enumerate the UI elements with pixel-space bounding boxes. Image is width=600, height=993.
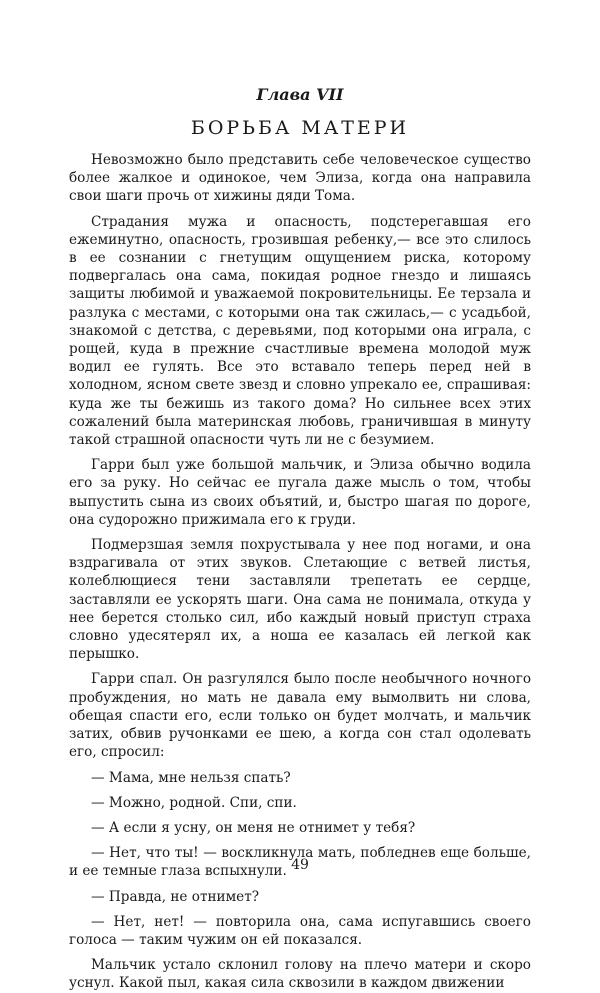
chapter-label: Глава VII — [256, 85, 344, 104]
book-page — [69, 0, 531, 992]
paragraph: Мальчик устало склонил голову на плечо матери и скоро уснул. Какой пыл, какая сила сквозили в каждом движении — [69, 957, 531, 992]
dialogue-line: — Правда, не отнимет? — [91, 888, 260, 905]
dialogue-line: — Мама, мне нельзя спать? — [91, 769, 291, 786]
paragraph: Гарри был уже большой мальчик, и Элиза обычно водила его за руку. Но сейчас ее пугала даже мысль о том, чтобы выпустить сына из своих объятий, и, быстро шагая по дороге, она судорожно прижимала его к груди. — [69, 457, 531, 528]
chapter-title: БОРЬБА МАТЕРИ — [190, 117, 410, 139]
dialogue-line: — Нет, нет! — повторила она, сама испугавшись своего голоса — таким чужим он ей показался. — [69, 913, 531, 948]
paragraph: Невозможно было представить себе человеческое существо более жалкое и одинокое, чем Элиза, когда она направила свои шаги прочь от хижины дяди Тома. — [69, 152, 531, 205]
paragraph: Подмерзшая земля похрустывала у нее под ногами, и она вздрагивала от этих звуков. Слетающие с ветвей листья, колеблющиеся тени заставляли трепетать ее сердце, заставляли ее ускорять шаги. Она сама не понимала, откуда у нее берется столько сил, ибо каждый новый приступ страха словно удесятерял их, а ноша ее казалась ей легкой как перышко. — [69, 537, 531, 663]
dialogue-line: — Можно, родной. Спи, спи. — [91, 794, 297, 811]
paragraph: Страдания мужа и опасность, подстерегавшая его ежеминутно, опасность, грозившая ребенку,— все это слилось в ее сознании с гнетущим ощущением риска, которому подвергалась она сама, покидая родное гнездо и лишаясь защиты любимой и уважаемой покровительницы. Ее терзала и разлука с местами, с которыми она так сжилась,— с усадьбой, знакомой с детства, с деревьями, под которыми она играла, с рощей, куда в прежние счастливые времена молодой муж водил ее гулять. Все это вставало теперь перед ней в холодном, ясном свете звезд и словно упрекало ее, спрашивая: куда же ты бежишь из такого дома? Но сильнее всех этих сожалений была материнская любовь, граничившая в минуту такой страшной опасности чуть ли не с безумием. — [69, 213, 531, 449]
paragraph: Гарри спал. Он разгулялся было после необычного ночного пробуждения, но мать не давала ему вымолвить ни слова, обещая спасти его, если только он будет молчать, и мальчик затих, обвив ручонками ее шею, а когда сон стал одолевать его, спросил: — [69, 671, 531, 761]
dialogue-line: — Нет, что ты! — воскликнула мать, побледнев еще больше, и ее темные глаза вспыхнули. — [69, 845, 531, 880]
page-number: 49 — [291, 857, 309, 873]
dialogue-line: — А если я усну, он меня не отнимет у тебя? — [91, 819, 416, 836]
